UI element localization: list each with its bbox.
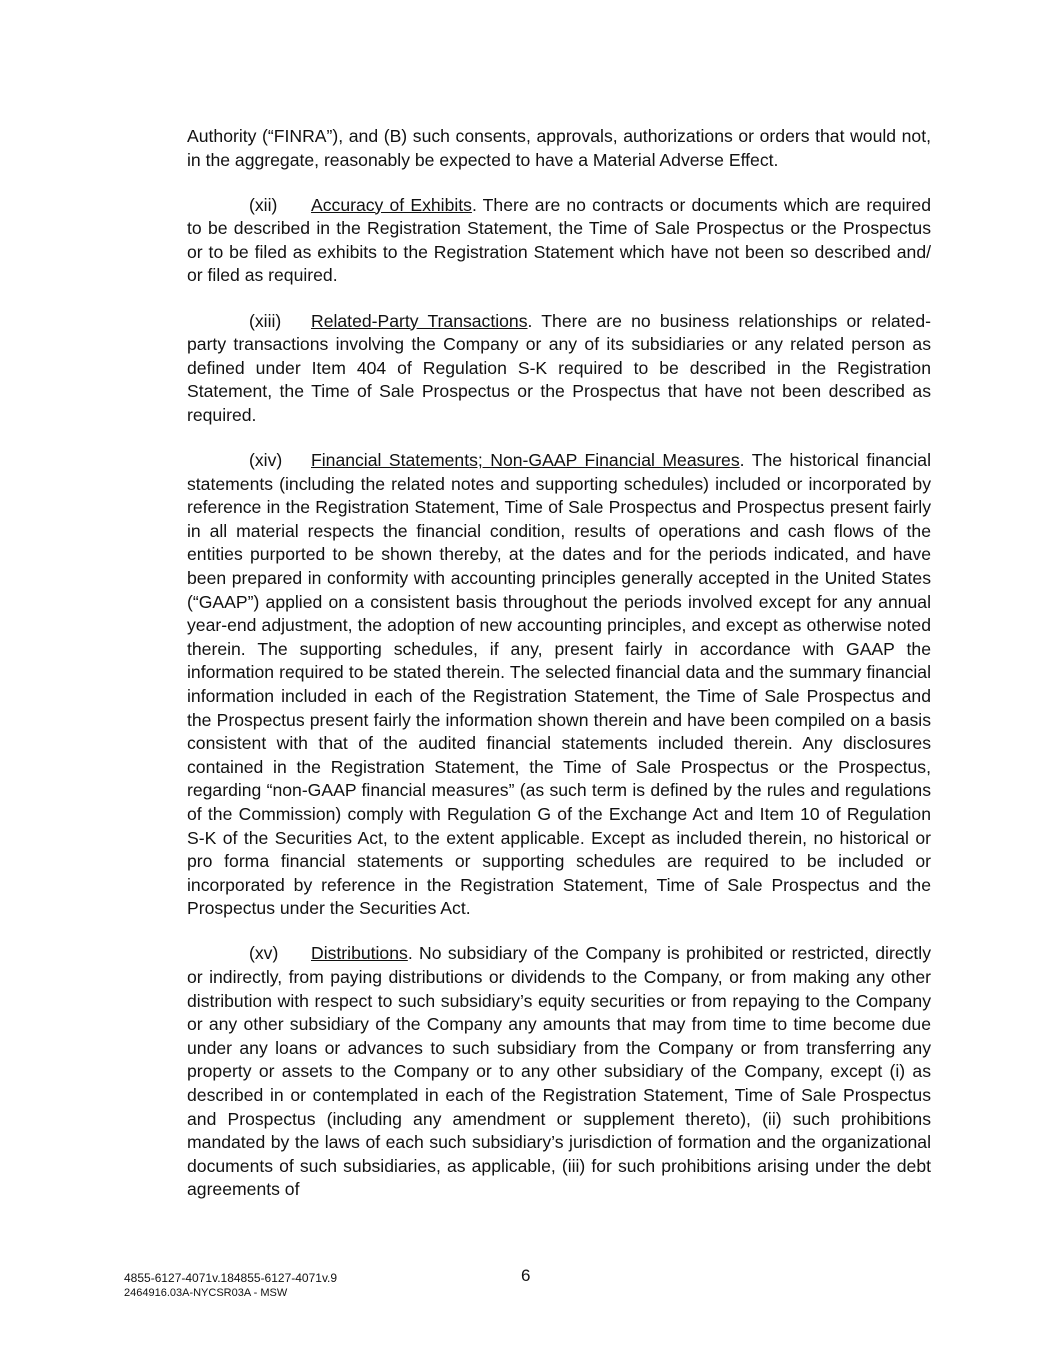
section-heading: Financial Statements; Non-GAAP Financial Measures: [311, 450, 740, 471]
section-number: (xiv): [249, 450, 283, 471]
section-xiii: [187, 310, 931, 428]
section-xii: [187, 194, 931, 288]
section-xiv: [187, 449, 931, 921]
section-body: . No subsidiary of the Company is prohibited or restricted, directly or indirectly, from paying distributions or dividends to the Company, or from making any other distribution with respect to such subsidiary’s equity securities or from repaying to the Company or any other subsidiary of the Company any amounts that may from time to time become due under any loans or advances to such subsidiary from the Company or from transferring any property or assets to the Company or to any other subsidiary of the Company, except (i) as described in or contemplated in each of the Registration Statement, Time of Sale Prospectus and Prospectus (including any amendment or supplement thereto), (ii) such prohibitions mandated by the laws of each such subsidiary’s jurisdiction of formation and the organizational documents of such subsidiaries, as applicable, (iii) for such prohibitions arising under the debt agreements of: [187, 943, 931, 1200]
section-body: . There are no business relationships or related-party transactions involving the Company or any of its subsidiaries or any related person as defined under Item 404 of Regulation S-K required to be described in the Registration Statement, the Time of Sale Prospectus or the Prospectus that have not been described as required.: [187, 310, 931, 425]
section-body: . There are no contracts or documents which are required to be described in the Registration Statement, the Time of Sale Prospectus or the Prospectus or to be filed as exhibits to the Registration Statement which have not been so described and/ or filed as required.: [187, 194, 931, 286]
footer-doc-ref: 2464916.03A-NYCSR03A - MSW: [124, 1287, 288, 1299]
section-xv: [187, 942, 931, 1202]
section-heading: Distributions: [311, 943, 408, 964]
section-heading: Related-Party Transactions: [311, 310, 528, 331]
section-heading: Accuracy of Exhibits: [311, 194, 472, 215]
footer-document-id: [124, 1271, 337, 1301]
section-number: (xv): [249, 943, 279, 964]
continuation-paragraph: Authority (“FINRA”), and (B) such consents, approvals, authorizations or orders that would not, in the aggregate, reasonably be expected to have a Material Adverse Effect.: [187, 126, 931, 170]
section-number: (xiii): [249, 310, 282, 331]
section-body: . The historical financial statements (including the related notes and supporting schedules) included or incorporated by reference in the Registration Statement, Time of Sale Prospectus and Prospectus present fairly in all material respects the financial condition, results of operations and cash flows of the entities purported to be shown thereby, at the dates and for the periods indicated, and have been prepared in conformity with accounting principles generally accepted in the United States (“GAAP”) applied on a consistent basis throughout the periods involved except for any annual year-end adjustment, the adoption of new accounting principles, and except as otherwise noted therein. The supporting schedules, if any, present fairly in accordance with GAAP the information required to be stated therein. The selected financial data and the summary financial information included in each of the Registration Statement, the Time of Sale Prospectus and the Prospectus present fairly the information shown therein and have been compiled on a basis consistent with that of the audited financial statements included therein. Any disclosures contained in the Registration Statement, the Time of Sale Prospectus or the Prospectus, regarding “non-GAAP financial measures” (as such term is defined by the rules and regulations of the Commission) comply with Regulation G of the Exchange Act and Item 10 of Regulation S-K of the Securities Act, to the extent applicable. Except as included therein, no historical or pro forma financial statements or supporting schedules are required to be included or incorporated by reference in the Registration Statement, Time of Sale Prospectus and the Prospectus under the Securities Act.: [187, 450, 931, 919]
section-number: (xii): [249, 194, 278, 215]
footer-doc-id: 4855-6127-4071v.184855-6127-4071v.9: [124, 1271, 338, 1285]
page-number: 6: [521, 1266, 531, 1285]
document-body: [187, 125, 931, 1223]
